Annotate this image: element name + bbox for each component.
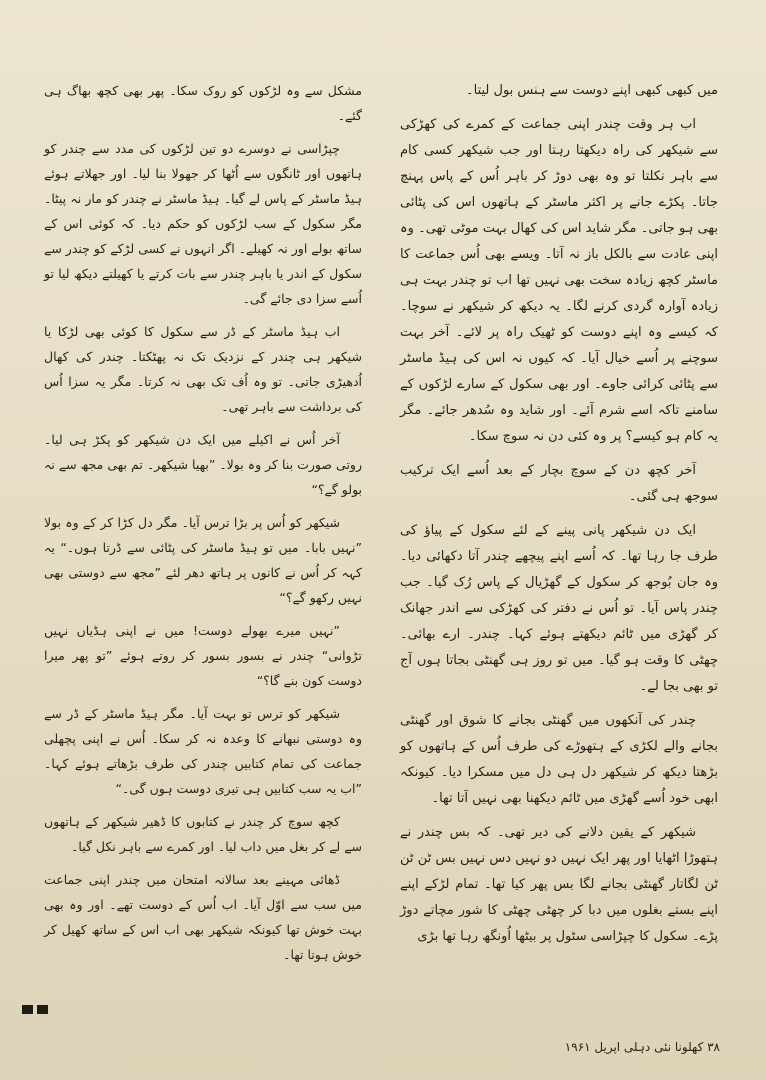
paragraph: مشکل سے وہ لڑکوں کو روک سکا۔ پھر بھی کچھ بھاگ ہی گئے۔ bbox=[44, 83, 362, 123]
paragraph: اب ہیڈ ماسٹر کے ڈر سے سکول کا کوئی بھی لڑکا یا شیکھر ہی چندر کے نزدیک تک نہ پھٹکتا۔ چندر کی کھال اُدھیڑی جاتی۔ تو وہ اُف تک بھی نہ کرتا۔ مگر یہ سزا اُس کی برداشت سے باہر تھی۔ bbox=[44, 324, 362, 414]
paragraph: چپڑاسی نے دوسرے دو تین لڑکوں کی مدد سے چندر کو ہاتھوں اور ٹانگوں سے اُٹھا کر جھولا بنا لیا۔ اور جھلاتے ہوئے ہیڈ ماسٹر کے پاس لے گیا۔ ہیڈ ماسٹر نے چندر کو مار نہ پیٹا۔ مگر سکول کے سب لڑکوں کو حکم دیا۔ کہ کوئی اس کے ساتھ بولے اور نہ کھیلے۔ اگر انہوں نے کسی لڑکے کو چندر سے سکول کے اندر یا باہر چندر سے بات کرتے یا کھیلتے دیکھ لیا تو اُسے سزا دی جائے گی۔ bbox=[44, 141, 362, 306]
left-text-column bbox=[44, 78, 362, 975]
paragraph: میں کبھی کبھی اپنے دوست سے ہنس بول لیتا۔ bbox=[465, 83, 718, 98]
paragraph: شیکھر کو ترس تو بہت آیا۔ مگر ہیڈ ماسٹر کے ڈر سے وہ دوستی نبھانے کا وعدہ نہ کر سکا۔ اُس نے اپنی پچھلی جماعت کی تمام کتابیں چندر کی طرف بڑھاتے ہوئے کہا۔ ”اب یہ سب کتابیں ہی تیری دوست ہوں گی۔“ bbox=[44, 706, 362, 796]
paragraph: کچھ سوچ کر چندر نے کتابوں کا ڈھیر شیکھر کے ہاتھوں سے لے کر بغل میں داب لیا۔ اور کمرے سے باہر نکل گیا۔ bbox=[44, 814, 362, 854]
end-mark-square-icon bbox=[37, 1005, 48, 1014]
paragraph: ڈھائی مہینے بعد سالانہ امتحان میں چندر اپنی جماعت میں سب سے اوّل آیا۔ اب اُس کے دوست تھے۔ اور وہ بھی بہت خوش تھا کیونکہ شیکھر بھی اب اس کے ساتھ کھیل کر خوش ہوتا تھا۔ bbox=[44, 872, 362, 962]
column-divider bbox=[378, 80, 379, 980]
end-mark-square-icon bbox=[22, 1005, 33, 1014]
paragraph: آخر اُس نے اکیلے میں ایک دن شیکھر کو پکڑ ہی لیا۔ روتی صورت بنا کر وہ بولا۔ ”بھیا شیکھر۔ تم بھی مجھ سے نہ بولو گے؟“ bbox=[44, 432, 362, 497]
paragraph: ”نہیں میرے بھولے دوست! میں نے اپنی ہڈیاں نہیں تڑوانی“ چندر نے بسور بسور کر روتے ہوئے ”تو پھر میرا دوست کون بنے گا؟“ bbox=[44, 623, 362, 688]
paragraph: شیکھر کو اُس پر بڑا ترس آیا۔ مگر دل کڑا کر کے وہ بولا ”نہیں بابا۔ میں تو ہیڈ ماسٹر کی پٹائی سے ڈرتا ہوں۔“ یہ کہہ کر اُس نے کانوں پر ہاتھ دھر لئے ”مجھ سے دوستی بھی نہیں رکھو گے؟“ bbox=[44, 515, 362, 605]
paragraph: شیکھر کے یقین دلانے کی دیر تھی۔ کہ بس چندر نے ہتھوڑا اٹھایا اور پھر ایک نہیں دو نہیں دس نہیں بس ٹن ٹن ٹن لگاتار گھنٹی بجانے لگا بس پھر کیا تھا۔ تمام لڑکے اپنے اپنے بستے بغلوں میں دبا کر چھٹی چھٹی کا شور مچاتے دوڑ پڑے۔ سکول کا چپڑاسی سٹول پر بیٹھا اُونگھ رہا تھا بڑی bbox=[400, 825, 718, 944]
paragraph: چندر کی آنکھوں میں گھنٹی بجانے کا شوق اور گھنٹی بجانے والے لکڑی کے ہتھوڑے کی طرف اُس کے ہاتھوں کو بڑھتا دیکھ کر شیکھر دل ہی دل میں مسکرا دیا۔ کیونکہ ابھی خود اُسے گھڑی میں ٹائم دیکھنا بھی نہیں آتا تھا۔ bbox=[400, 713, 718, 806]
page-footer: ۳۸ کھلونا نئی دہلی اپریل ۱۹۶۱ bbox=[564, 1040, 720, 1054]
paragraph: ایک دن شیکھر پانی پینے کے لئے سکول کے پیاؤ کی طرف جا رہا تھا۔ کہ اُسے اپنے پیچھے چندر آتا دکھائی دیا۔ وہ جان بُوجھ کر سکول کے گھڑیال کے پاس رُک گیا۔ جب چندر پاس آیا۔ تو اُس نے دفتر کی کھڑکی سے اندر جھانک کر گھڑی میں ٹائم دیکھتے ہوئے کہا۔ چندر۔ ارے بھائی۔ چھٹی کا وقت ہو گیا۔ میں تو روز ہی گھنٹی بجاتا ہوں آج تو بھی بجا لے۔ bbox=[400, 523, 718, 694]
right-text-column bbox=[400, 78, 718, 958]
paragraph: آخر کچھ دن کے سوچ بچار کے بعد اُسے ایک ترکیب سوجھ ہی گئی۔ bbox=[400, 463, 718, 504]
paragraph: اب ہر وقت چندر اپنی جماعت کے کمرے کی کھڑکی سے شیکھر کی راہ دیکھتا رہتا اور جب شیکھر کسی کام سے باہر نکلتا تو وہ بھی دوڑ کر باہر اُس کے پاس پہنچ جاتا۔ پکڑے جانے پر اکثر ماسٹر کے ہاتھوں اس کی پٹائی بھی ہو جاتی۔ مگر شاید اس کی کھال بہت موٹی تھی۔ وہ اپنی عادت سے بالکل باز نہ آتا۔ ویسے بھی اُس جماعت کا ماسٹر کچھ زیادہ سخت بھی نہیں تھا اب تو چندر بہت ہی زیادہ آوارہ گردی کرنے لگا۔ یہ دیکھ کر شیکھر نے سوچا۔ کہ کیسے وہ اپنے دوست کو ٹھیک راہ پر لائے۔ آخر بہت سوچنے پر اُسے خیال آیا۔ کہ کیوں نہ اس کی ہیڈ ماسٹر سے پٹائی کرائی جاوے۔ اور بھی سکول کے سارے لڑکوں کے سامنے تاکہ اسے شرم آئے۔ اور شاید وہ سُدھر جائے۔ مگر یہ کام ہو کیسے؟ پر وہ کئی دن نہ سوچ سکا۔ bbox=[400, 117, 718, 444]
